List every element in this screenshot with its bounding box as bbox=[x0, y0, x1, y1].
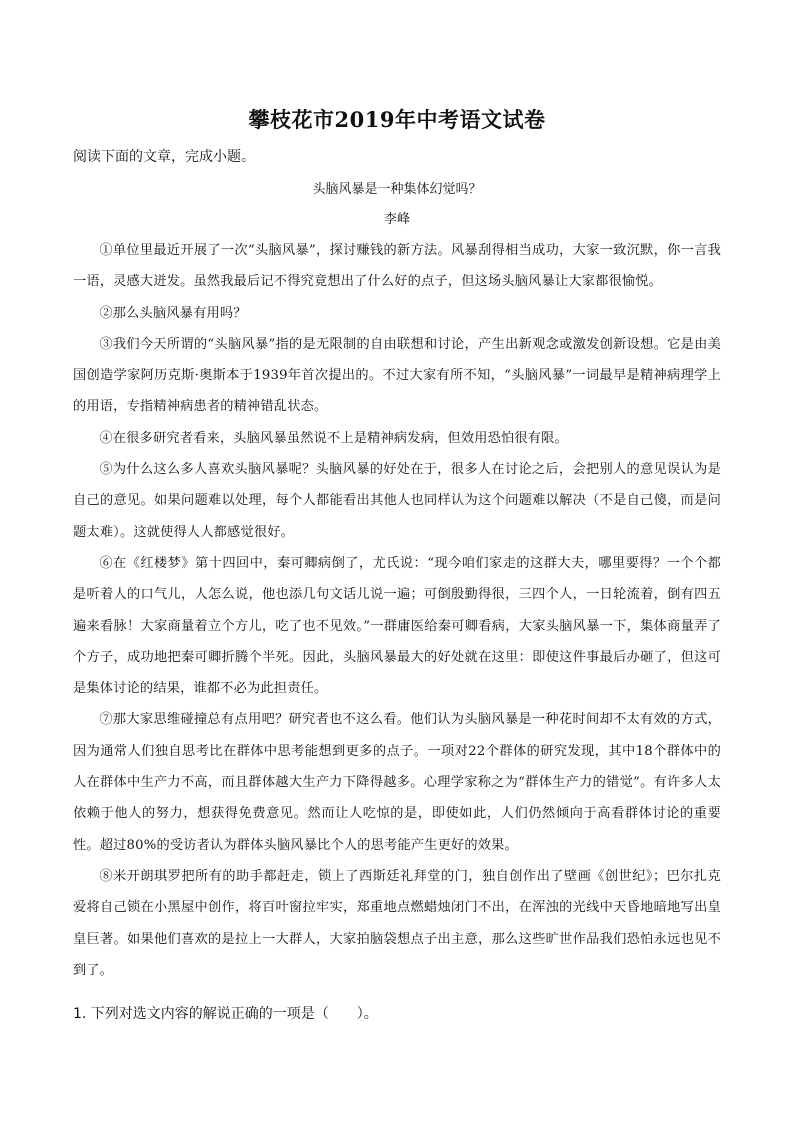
paragraph-7: ⑦那大家思维碰撞总有点用吧？研究者也不这么看。他们认为头脑风暴是一种花时间却不太有效的方式，因为通常人们独自思考比在群体中思考能想到更多的点子。一项对22个群体的研究发现，其中18个群体中的人在群体中生产力不高，而且群体越大生产力下降得越多。心理学家称之为“群体生产力的错觉”。有许多人太依赖于他人的努力，想获得免费意见。然而让人吃惊的是，即使如此，人们仍然倾向于高看群体讨论的重要性。超过80%的受访者认为群体头脑风暴比个人的思考能产生更好的效果。 bbox=[73, 712, 721, 853]
article-body bbox=[73, 235, 721, 986]
reading-instruction: 阅读下面的文章，完成小题。 bbox=[73, 149, 255, 165]
page-title: 攀枝花市2019年中考语文试卷 bbox=[248, 107, 546, 132]
paragraph-5: ⑤为什么这么多人喜欢头脑风暴呢？头脑风暴的好处在于，很多人在讨论之后，会把别人的意见误认为是自己的意见。如果问题难以处理，每个人都能看出其他人也同样认为这个问题难以解决（不是自己傻，而是问题太难）。这就使得人人都感觉很好。 bbox=[73, 462, 721, 540]
paragraph-1: ①单位里最近开展了一次“头脑风暴”，探讨赚钱的新方法。风暴刮得相当成功，大家一致沉默，你一言我一语，灵感大迸发。虽然我最后记不得究竟想出了什么好的点子，但这场头脑风暴让大家都很愉悦。 bbox=[73, 243, 721, 290]
article-title: 头脑风暴是一种集体幻觉吗？ bbox=[312, 182, 482, 197]
paragraph-8: ⑧米开朗琪罗把所有的助手都赶走，锁上了西斯廷礼拜堂的门，独自创作出了壁画《创世纪》；巴尔扎克爱将自己锁在小黑屋中创作，将百叶窗拉牢实，郑重地点燃蜡烛闭门不出，在浑浊的光线中天昏地暗地写出皇皇巨著。如果他们喜欢的是拉上一大群人，大家拍脑袋想点子出主意，那么这些旷世作品我们恐怕永远也见不到了。 bbox=[73, 868, 721, 978]
article-author: 李峰 bbox=[383, 212, 410, 227]
paragraph-6: ⑥在《红楼梦》第十四回中，秦可卿病倒了，尤氏说：“现今咱们家走的这群大夫，哪里要得？一个个都是听着人的口气儿，人怎么说，他也添几句文话儿说一遍；可倒殷勤得很，三四个人，一日轮流着，倒有四五遍来看脉！大家商量着立个方儿，吃了也不见效。”一群庸医给秦可卿看病，大家头脑风暴一下，集体商量弄了个方子，成功地把秦可卿折腾个半死。因此，头脑风暴最大的好处就在这里：即使这件事最后办砸了，但这可是集体讨论的结果，谁都不必为此担责任。 bbox=[73, 555, 721, 697]
paragraph-2: ②那么头脑风暴有用吗？ bbox=[99, 305, 247, 321]
question-1: 1. 下列对选文内容的解说正确的一项是（ ）。 bbox=[73, 1006, 378, 1022]
paragraph-3: ③我们今天所谓的“头脑风暴”指的是无限制的自由联想和讨论，产生出新观念或激发创新设想。它是由美国创造学家阿历克斯·奥斯本于1939年首次提出的。不过大家有所不知，“头脑风暴”一词最早是精神病理学上的用语，专指精神病患者的精神错乱状态。 bbox=[73, 336, 721, 415]
paragraph-4: ④在很多研究者看来，头脑风暴虽然说不上是精神病发病，但效用恐怕很有限。 bbox=[99, 430, 568, 446]
